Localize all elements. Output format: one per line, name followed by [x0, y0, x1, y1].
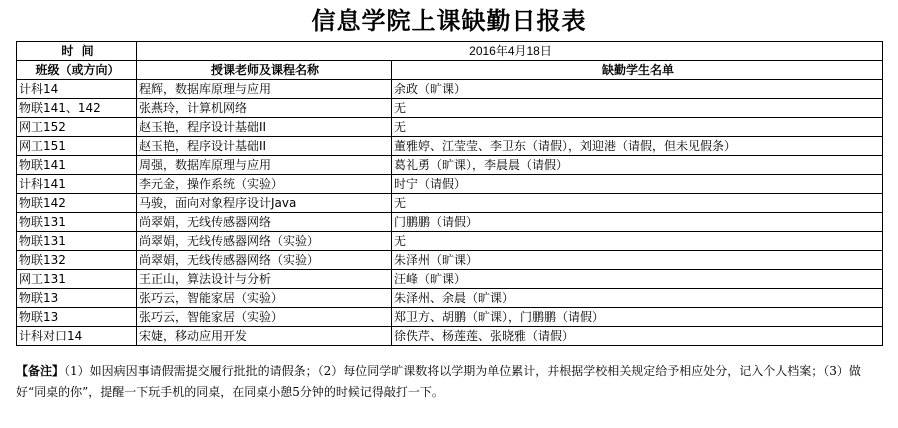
report-date: 2016年4月18日: [137, 42, 883, 61]
teacher-course-cell: 张巧云，智能家居（实验）: [137, 289, 392, 308]
remarks: [16, 361, 882, 403]
table-row: [17, 213, 883, 232]
absent-students-cell: 无: [392, 194, 883, 213]
class-cell: 计科对口14: [17, 327, 137, 346]
column-header-teacher: 授课老师及课程名称: [137, 61, 392, 80]
column-header-class: 班级（或方向）: [17, 61, 137, 80]
class-cell: 物联13: [17, 308, 137, 327]
page-title: 信息学院上课缺勤日报表: [311, 6, 587, 35]
teacher-course-cell: 王正山，算法设计与分析: [137, 270, 392, 289]
time-label: 时 间: [17, 42, 137, 61]
class-cell: 网工131: [17, 270, 137, 289]
teacher-course-cell: 尚翠娟，无线传感器网络（实验）: [137, 232, 392, 251]
class-cell: 物联131: [17, 213, 137, 232]
remarks-text: （1）如因病因事请假需提交履行批批的请假条；（2）每位同学旷课数将以学期为单位累计，并根据学校相关规定给予相应处分，记入个人档案；（3）做好“同桌的你”，提醒一下玩手机的同桌，在同桌小憩5分钟的时候记得敲打一下。: [16, 364, 861, 399]
absent-students-cell: 葛礼勇（旷课），李晨晨（请假）: [392, 156, 883, 175]
absent-students-cell: 董雅婷、江莹莹、李卫东（请假），刘迎港（请假，但未见假条）: [392, 137, 883, 156]
absent-students-cell: 朱泽州、余晨（旷课）: [392, 289, 883, 308]
teacher-course-cell: 周强，数据库原理与应用: [137, 156, 392, 175]
teacher-course-cell: 张巧云，智能家居（实验）: [137, 308, 392, 327]
table-row: [17, 327, 883, 346]
teacher-course-cell: 程辉，数据库原理与应用: [137, 80, 392, 99]
table-row: [17, 251, 883, 270]
absent-students-cell: 无: [392, 99, 883, 118]
absent-students-cell: 门鹏鹏（请假）: [392, 213, 883, 232]
absent-students-cell: 余政（旷课）: [392, 80, 883, 99]
teacher-course-cell: 张燕玲，计算机网络: [137, 99, 392, 118]
class-cell: 物联13: [17, 289, 137, 308]
table-row: [17, 194, 883, 213]
class-cell: 物联141: [17, 156, 137, 175]
class-cell: 物联141、142: [17, 99, 137, 118]
table-row: [17, 118, 883, 137]
absent-students-cell: 朱泽州（旷课）: [392, 251, 883, 270]
absent-students-cell: 汪峰（旷课）: [392, 270, 883, 289]
teacher-course-cell: 赵玉艳，程序设计基础II: [137, 137, 392, 156]
table-row: [17, 137, 883, 156]
teacher-course-cell: 李元金，操作系统（实验）: [137, 175, 392, 194]
class-cell: 网工151: [17, 137, 137, 156]
table-row: [17, 308, 883, 327]
class-cell: 物联131: [17, 232, 137, 251]
remarks-label: 【备注】: [16, 364, 65, 378]
teacher-course-cell: 尚翠娟，无线传感器网络: [137, 213, 392, 232]
absent-students-cell: 无: [392, 118, 883, 137]
table-row: [17, 270, 883, 289]
absent-students-cell: 徐佚芹、杨莲莲、张晓雅（请假）: [392, 327, 883, 346]
class-cell: 物联132: [17, 251, 137, 270]
teacher-course-cell: 宋婕，移动应用开发: [137, 327, 392, 346]
class-cell: 计科141: [17, 175, 137, 194]
absent-students-cell: 无: [392, 232, 883, 251]
absent-students-cell: 郑卫方、胡鹏（旷课），门鹏鹏（请假）: [392, 308, 883, 327]
table-row: [17, 232, 883, 251]
teacher-course-cell: 赵玉艳，程序设计基础II: [137, 118, 392, 137]
table-row: [17, 80, 883, 99]
class-cell: 网工152: [17, 118, 137, 137]
column-header-row: [17, 61, 883, 80]
class-cell: 计科14: [17, 80, 137, 99]
class-cell: 物联142: [17, 194, 137, 213]
table-row: [17, 156, 883, 175]
table-row: [17, 99, 883, 118]
table-row: [17, 175, 883, 194]
table-row: [17, 289, 883, 308]
date-row: [17, 42, 883, 61]
teacher-course-cell: 马骏，面向对象程序设计Java: [137, 194, 392, 213]
absent-students-cell: 时宁（请假）: [392, 175, 883, 194]
absence-table: [16, 41, 883, 346]
column-header-absent: 缺勤学生名单: [392, 61, 883, 80]
teacher-course-cell: 尚翠娟，无线传感器网络（实验）: [137, 251, 392, 270]
